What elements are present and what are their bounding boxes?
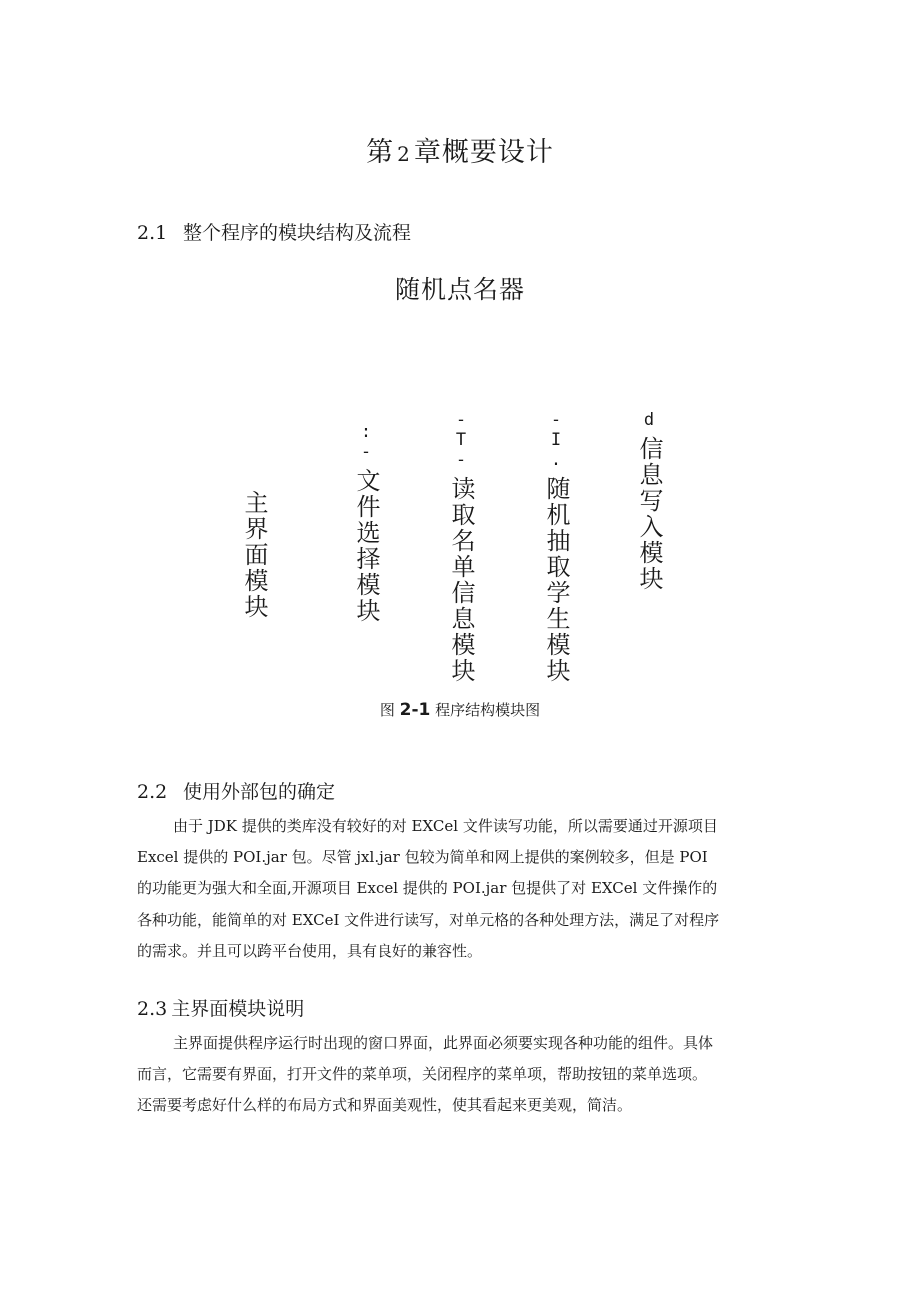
section-number: 2.3: [137, 998, 168, 1020]
module-mark: d: [639, 410, 659, 430]
figure-caption: [0, 699, 920, 720]
section-2-3-paragraph: [137, 1028, 789, 1122]
paragraph-line: 由于 JDK 提供的类库没有较好的对 EXCel 文件读写功能，所以需要通过开源项目: [173, 817, 718, 835]
section-number: 2.1: [137, 222, 168, 244]
section-title: 主界面模块说明: [171, 998, 305, 1020]
paragraph-line: 还需要考虑好什么样的布局方式和界面美观性，使其看起来更美观，简洁。: [137, 1096, 633, 1115]
figure-caption-text: 程序结构模块图: [435, 701, 541, 719]
paragraph-line: 的功能更为强大和全面,开源项目 Excel 提供的 POI.jar 包提供了对 EXCel 文件操作的: [137, 879, 718, 898]
module-random-pick: [542, 410, 570, 684]
section-2-2-heading: [137, 777, 335, 804]
module-label: 读取名单信息模块: [447, 476, 475, 684]
paragraph-line: 主界面提供程序运行时出现的窗口界面，此界面必须要实现各种功能的组件。具体: [173, 1034, 714, 1052]
chapter-title: [0, 130, 920, 169]
module-file-select: [352, 422, 380, 624]
section-2-1-heading: [137, 218, 411, 245]
module-info-write: [635, 410, 663, 592]
figure-number: 2-1: [399, 700, 431, 720]
module-mark: -T-: [451, 410, 471, 470]
diagram-title: 随机点名器: [394, 275, 525, 304]
section-title: 整个程序的模块结构及流程: [183, 222, 412, 244]
chapter-number: 2: [397, 142, 411, 166]
module-mark: :-: [356, 422, 376, 462]
module-label: 文件选择模块: [352, 468, 380, 624]
section-2-2-paragraph: [137, 811, 789, 967]
figure-prefix: 图: [379, 701, 395, 719]
module-main-ui: [240, 490, 268, 620]
module-label: 信息写入模块: [635, 436, 663, 592]
section-2-3-heading: [137, 994, 304, 1021]
module-read-roster: [447, 410, 475, 684]
section-number: 2.2: [137, 781, 168, 803]
chapter-prefix: 第: [366, 137, 395, 168]
section-title: 使用外部包的确定: [183, 781, 336, 803]
paragraph-line: 而言，它需要有界面，打开文件的菜单项，关闭程序的菜单项，帮助按钮的菜单选项。: [137, 1065, 708, 1084]
paragraph-line: Excel 提供的 POI.jar 包。尽管 jxl.jar 包较为简单和网上提供的案例较多，但是 POI: [137, 848, 708, 867]
paragraph-line: 的需求。并且可以跨平台使用，具有良好的兼容性。: [137, 941, 483, 960]
chapter-suffix: 章概要设计: [413, 137, 554, 168]
module-mark: -I.: [546, 410, 566, 470]
module-label: 主界面模块: [240, 490, 268, 620]
module-label: 随机抽取学生模块: [542, 476, 570, 684]
paragraph-line: 各种功能，能简单的对 EXCeI 文件进行读写，对单元格的各种处理方法，满足了对程序: [137, 910, 720, 929]
